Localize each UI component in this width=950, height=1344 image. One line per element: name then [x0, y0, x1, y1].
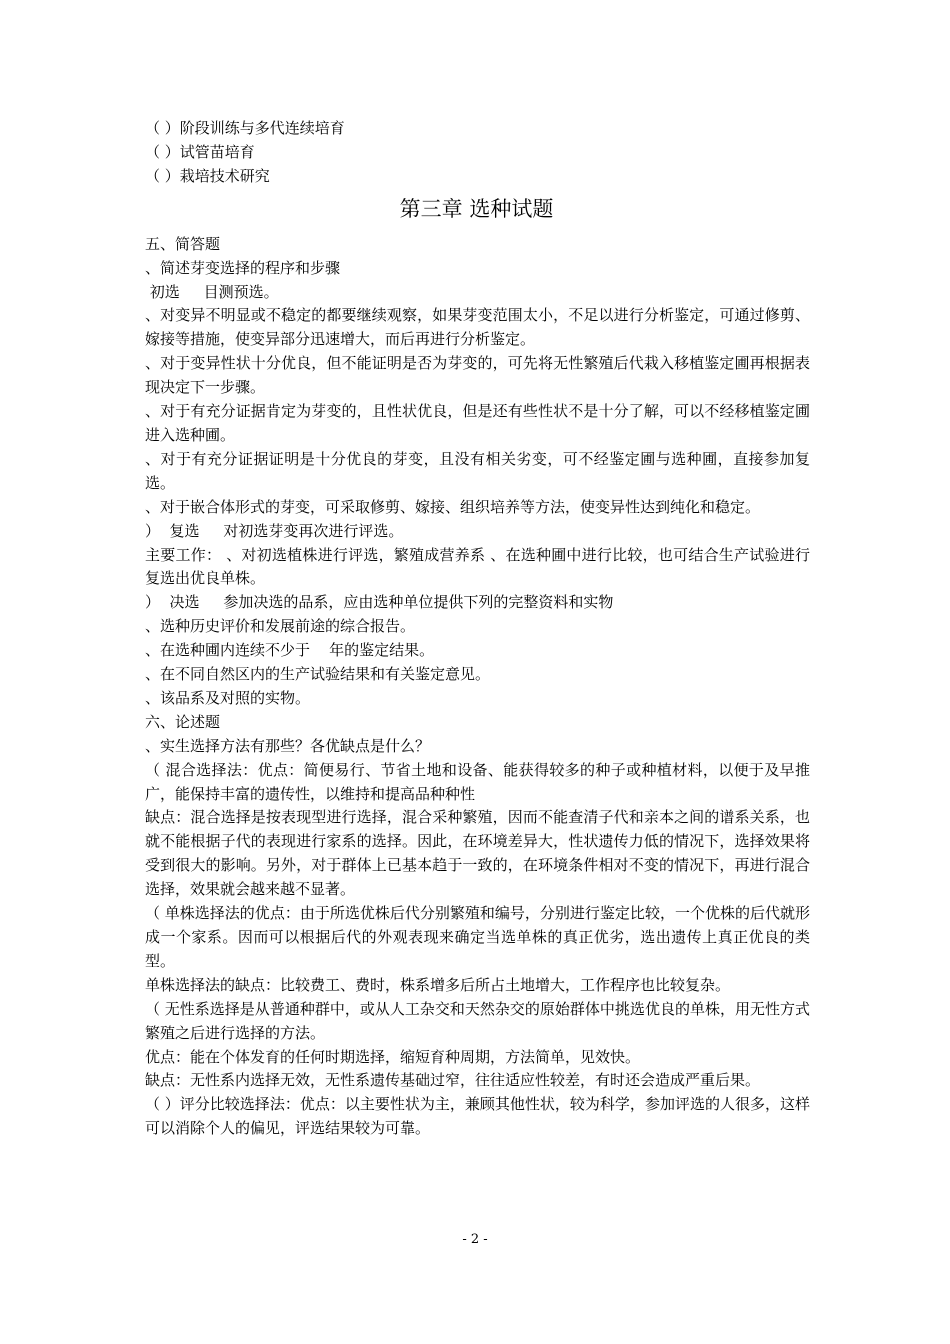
paragraph: （ ）评分比较选择法：优点：以主要性状为主，兼顾其他性状，较为科学，参加评选的人很多，这样可以消除个人的偏见，评选结果较为可靠。 — [145, 1095, 810, 1138]
section-heading: 五、简答题 — [145, 234, 221, 253]
question: 、实生选择方法有那些？各优缺点是什么？ — [145, 736, 431, 755]
paragraph: 单株选择法的缺点：比较费工、费时，株系增多后所占土地增大，工作程序也比较复杂。 — [145, 975, 731, 994]
paragraph: 、对于有充分证据证明是十分优良的芽变，且没有相关劣变，可不经鉴定圃与选种圃，直接参加复选。 — [145, 449, 810, 492]
paragraph: 、对于有充分证据肯定为芽变的，且性状优良，但是还有些性状不是十分了解，可以不经移植鉴定圃进入选种圃。 — [145, 402, 810, 444]
paragraph: 、对于嵌合体形式的芽变，可采取修剪、嫁接、组织培养等方法，使变异性达到纯化和稳定。 — [145, 497, 761, 516]
page-content — [145, 117, 810, 1141]
list-item: （ ）栽培技术研究 — [145, 166, 270, 185]
step-final-selection: ） 决选 参加决选的品系，应由选种单位提供下列的完整资料和实物 — [145, 593, 614, 612]
paragraph: 缺点：混合选择是按表现型进行选择，混合采种繁殖，因而不能查清子代和亲本之间的谱系关系，也就不能根据子代的表现进行家系的选择。因此，在环境差异大，性状遗传力低的情况下，选择效果将受到很大的影响。另外，对于群体上已基本趋于一致的，在环境条件相对不变的情况下，再进行混合选择，效果就会越来越不显著。 — [145, 808, 810, 899]
step-reselection: ） 复选 对初选芽变再次进行评选。 — [145, 521, 404, 540]
list-item: 、在不同自然区内的生产试验结果和有关鉴定意见。 — [145, 665, 491, 684]
paragraph: （ 单株选择法的优点：由于所选优株后代分别繁殖和编号，分别进行鉴定比较，一个优株的后代就形成一个家系。因而可以根据后代的外观表现来确定当选单株的真正优劣，选出遗传上真正优良的类型。 — [145, 904, 810, 970]
paragraph: 缺点：无性系内选择无效，无性系遗传基础过窄，往往适应性较差，有时还会造成严重后果。 — [145, 1071, 761, 1090]
chapter-title: 第三章 选种试题 — [399, 196, 554, 221]
list-item: 、该品系及对照的实物。 — [145, 688, 311, 707]
paragraph: 优点：能在个体发育的任何时期选择，缩短育种周期，方法简单，见效快。 — [145, 1047, 641, 1066]
question: 、简述芽变选择的程序和步骤 — [145, 258, 341, 277]
list-item: （ ）阶段训练与多代连续培育 — [145, 119, 345, 137]
paragraph: 主要工作： 、对初选植株进行评选，繁殖成营养系 、在选种圃中进行比较，也可结合生产试验进行复选出优良单株。 — [145, 545, 810, 588]
list-item: （ ）试管苗培育 — [145, 142, 255, 161]
page-number: - 2 - — [462, 1232, 488, 1247]
list-item: 、选种历史评价和发展前途的综合报告。 — [145, 617, 416, 636]
paragraph: （ 无性系选择是从普通种群中，或从人工杂交和天然杂交的原始群体中挑选优良的单株，用无性方式繁殖之后进行选择的方法。 — [145, 999, 810, 1042]
list-item: 、在选种圃内连续不少于 年的鉴定结果。 — [145, 641, 435, 660]
paragraph: 、对于变异性状十分优良，但不能证明是否为芽变的，可先将无性繁殖后代栽入移植鉴定圃再根据表现决定下一步骤。 — [145, 354, 810, 397]
section-heading: 六、论述题 — [145, 712, 221, 731]
step-initial-selection: 初选 目测预选。 — [145, 282, 279, 301]
paragraph: （ 混合选择法：优点：简便易行、节省土地和设备、能获得较多的种子或种植材料，以便于及早推广，能保持丰富的遗传性，以维持和提高品种种性 — [145, 760, 810, 803]
paragraph: 、对变异不明显或不稳定的都要继续观察，如果芽变范围太小，不足以进行分析鉴定，可通过修剪、嫁接等措施，使变异部分迅速增大，而后再进行分析鉴定。 — [145, 306, 810, 349]
